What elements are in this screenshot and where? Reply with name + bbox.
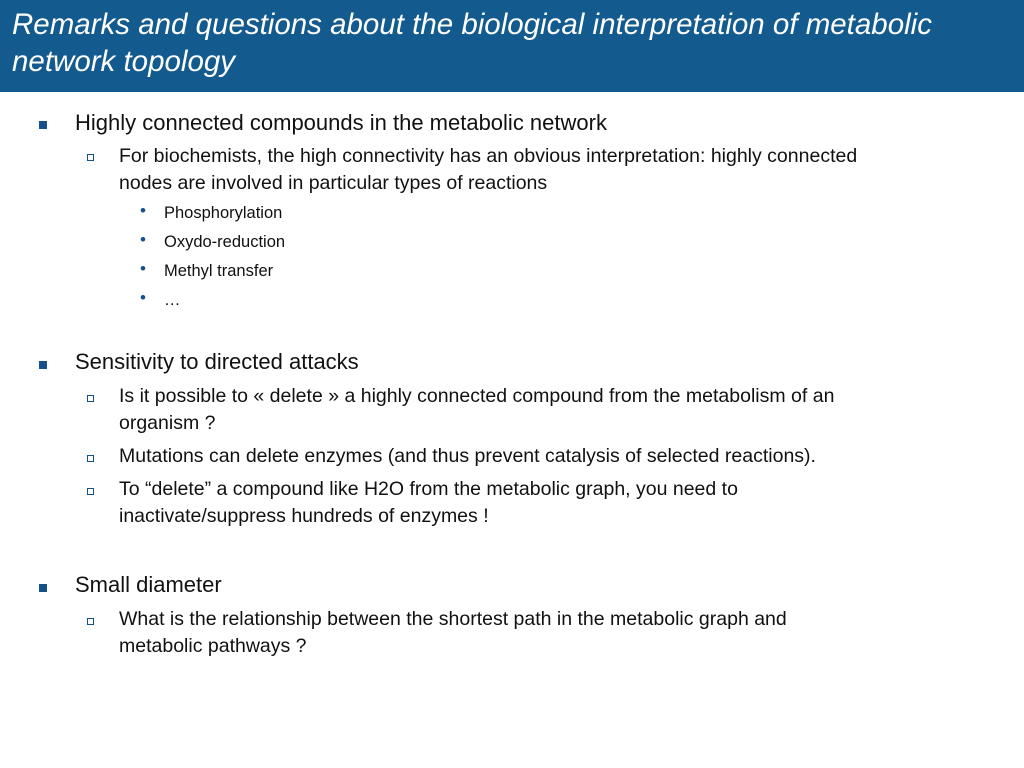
point-line: organism ? <box>119 412 216 434</box>
point-line: nodes are involved in particular types of reactions <box>119 172 548 194</box>
subpoint: Phosphorylation <box>164 204 283 222</box>
hollow-square-bullet-icon <box>87 455 94 462</box>
dot-bullet-icon: • <box>140 288 146 307</box>
point-line: metabolic pathways ? <box>119 635 307 657</box>
section-heading: Sensitivity to directed attacks <box>75 349 359 374</box>
point-line: What is the relationship between the shortest path in the metabolic graph and <box>119 608 787 630</box>
hollow-square-bullet-icon <box>87 395 94 402</box>
dot-bullet-icon: • <box>140 201 146 220</box>
section-heading: Highly connected compounds in the metabolic network <box>75 110 607 135</box>
square-bullet-icon <box>39 584 47 592</box>
point-line: inactivate/suppress hundreds of enzymes ! <box>119 505 489 527</box>
section-heading: Small diameter <box>75 572 222 597</box>
subpoint: Oxydo-reduction <box>164 233 286 251</box>
square-bullet-icon <box>39 121 47 129</box>
point-line: Mutations can delete enzymes (and thus prevent catalysis of selected reactions). <box>119 445 816 467</box>
slide-title: Remarks and questions about the biological interpretation of metabolic network topology <box>12 8 932 78</box>
dot-bullet-icon: • <box>140 259 146 278</box>
point-line: To “delete” a compound like H2O from the metabolic graph, you need to <box>119 478 738 500</box>
hollow-square-bullet-icon <box>87 488 94 495</box>
subpoint: … <box>164 291 181 309</box>
dot-bullet-icon: • <box>140 230 146 249</box>
subpoint: Methyl transfer <box>164 262 274 280</box>
point-line: For biochemists, the high connectivity has an obvious interpretation: highly connected <box>119 145 858 167</box>
square-bullet-icon <box>39 361 47 369</box>
hollow-square-bullet-icon <box>87 154 94 161</box>
hollow-square-bullet-icon <box>87 618 94 625</box>
point-line: Is it possible to « delete » a highly connected compound from the metabolism of an <box>119 385 835 407</box>
